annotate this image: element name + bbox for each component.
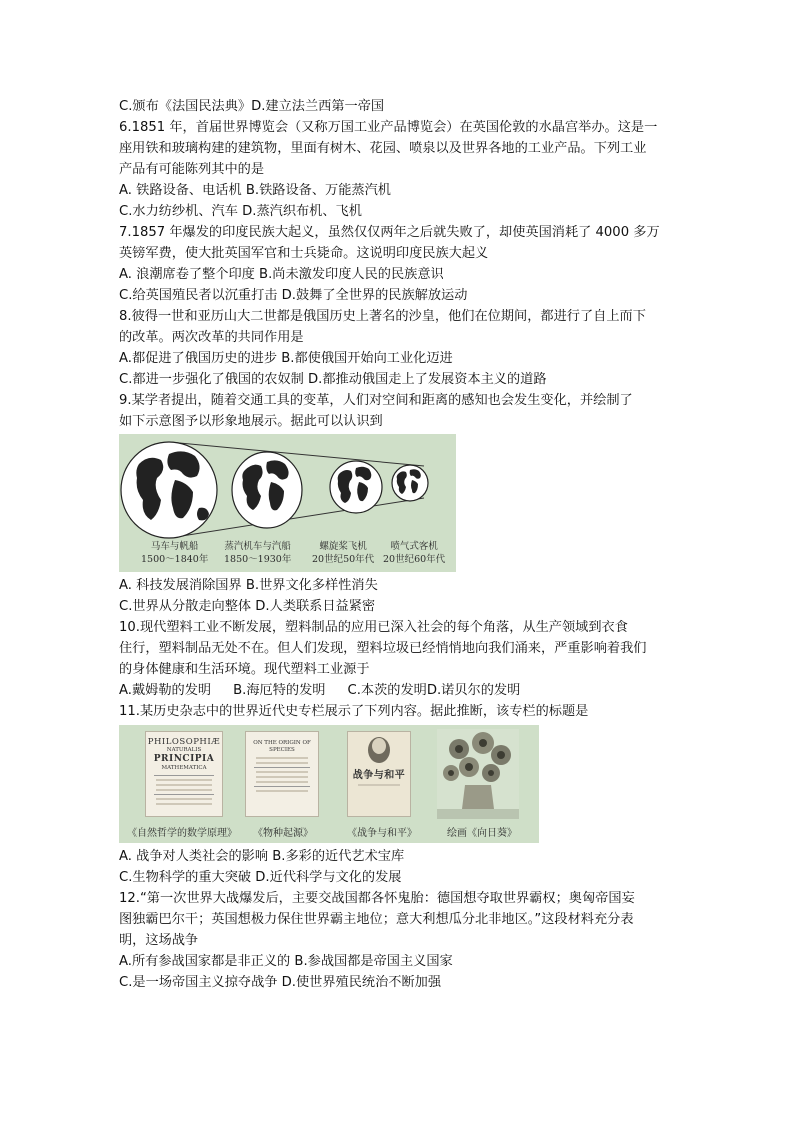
- text-line: C.生物科学的重大突破 D.近代科学与文化的发展: [119, 870, 402, 885]
- caption-jet: [383, 540, 445, 566]
- text-line: 8.彼得一世和亚历山大二世都是俄国历史上著名的沙皇，他们在位期间，都进行了自上而下: [119, 309, 646, 324]
- questions-9-to-11: [119, 575, 679, 722]
- text-line: C.水力纺纱机、汽车 D.蒸汽织布机、飞机: [119, 204, 362, 219]
- globe-icon: [232, 452, 302, 528]
- caption-years: 1850～1930年: [224, 554, 292, 565]
- caption-principia: 《自然哲学的数学原理》: [127, 828, 237, 839]
- caption-label: 蒸汽机车与汽船: [224, 541, 291, 552]
- portrait-icon: [348, 732, 410, 766]
- text-line: A.都促进了俄国历史的进步 B.都使俄国开始向工业化迈进: [119, 351, 453, 366]
- caption-label: 喷气式客机: [390, 541, 438, 552]
- text-line: 7.1857 年爆发的印度民族大起义，虽然仅仅两年之后就失败了，却使英国消耗了 4000 多万: [119, 225, 660, 240]
- text-line: C.颁布《法国民法典》D.建立法兰西第一帝国: [119, 99, 385, 114]
- caption-propeller: [312, 540, 374, 566]
- caption-war-and-peace: 《战争与和平》: [347, 828, 417, 839]
- works-figure: [119, 725, 539, 843]
- text-line: 的身体健康和生活环境。现代塑料工业源于: [119, 662, 370, 677]
- questions-5-to-9: [119, 96, 679, 432]
- globe-icon: [392, 465, 428, 501]
- caption-years: 20世纪60年代: [383, 554, 446, 565]
- text-line: C.是一场帝国主义掠夺战争 D.使世界殖民统治不断加强: [119, 975, 442, 990]
- text-line: 产品有可能陈列其中的是: [119, 162, 265, 177]
- caption-steam: [224, 540, 291, 566]
- book-title: PRINCIPIA: [153, 754, 215, 764]
- principia-cover: [145, 731, 223, 817]
- text-line: 如下示意图予以形象地展示。据此可以认识到: [119, 414, 383, 429]
- option-b: B.海厄特的发明: [233, 683, 326, 698]
- text-line: 10.现代塑料工业不断发展，塑料制品的应用已深入社会的每个角落，从生产领域到衣食: [119, 620, 628, 635]
- caption-origin: 《物种起源》: [253, 828, 313, 839]
- text-line: 住行，塑料制品无处不在。但人们发现，塑料垃圾已经悄悄地向我们涌来，严重影响着我们: [119, 641, 647, 656]
- option-a: A.戴姆勒的发明: [119, 683, 212, 698]
- caption-sunflowers: 绘画《向日葵》: [447, 828, 517, 839]
- option-d: D.诺贝尔的发明: [426, 683, 521, 698]
- text-line: 英镑军费，使大批英国军官和士兵毙命。这说明印度民族大起义: [119, 246, 489, 261]
- text-line: A.所有参战国家都是非正义的 B.参战国都是帝国主义国家: [119, 954, 453, 969]
- book-title: ON THE ORIGIN OF SPECIES: [253, 740, 311, 753]
- text-line: A. 科技发展消除国界 B.世界文化多样性消失: [119, 578, 378, 593]
- globe-icon: [121, 442, 217, 538]
- text-line: 11.某历史杂志中的世界近代史专栏展示了下列内容。据此推断，该专栏的标题是: [119, 704, 589, 719]
- sunflower-icon: [437, 729, 519, 819]
- book-title: NATURALIS: [166, 747, 202, 753]
- text-line: C.世界从分散走向整体 D.人类联系日益紧密: [119, 599, 376, 614]
- text-line: 6.1851 年，首届世界博览会（又称万国工业产品博览会）在英国伦敦的水晶宫举办。这是一: [119, 120, 658, 135]
- text-line: 9.某学者提出，随着交通工具的变革，人们对空间和距离的感知也会发生变化，并绘制了: [119, 393, 633, 408]
- q10-options: [119, 680, 679, 701]
- text-line: A. 浪潮席卷了整个印度 B.尚未激发印度人民的民族意识: [119, 267, 444, 282]
- book-title: PHILOSOPHIÆ: [147, 737, 221, 747]
- text-line: C.都进一步强化了俄国的农奴制 D.都推动俄国走上了发展资本主义的道路: [119, 372, 547, 387]
- caption-years: 1500～1840年: [141, 554, 209, 565]
- text-line: 的改革。两次改革的共同作用是: [119, 330, 304, 345]
- text-line: 明，这场战争: [119, 933, 199, 948]
- exam-page: [119, 96, 679, 993]
- text-line: 12.“第一次世界大战爆发后，主要交战国都各怀鬼胎：德国想夺取世界霸权；奥匈帝国妄: [119, 891, 635, 906]
- sunflowers-painting: [437, 729, 519, 819]
- caption-label: 螺旋桨飞机: [319, 541, 367, 552]
- caption-label: 马车与帆船: [150, 541, 199, 552]
- text-line: A. 战争对人类社会的影响 B.多彩的近代艺术宝库: [119, 849, 405, 864]
- book-title: 战争与和平: [352, 770, 406, 781]
- questions-11-to-12: [119, 846, 679, 993]
- globe-icon: [330, 461, 382, 513]
- book-title: MATHEMATICA: [161, 765, 207, 771]
- text-line: C.给英国殖民者以沉重打击 D.鼓舞了全世界的民族解放运动: [119, 288, 468, 303]
- text-line: 图独霸巴尔干；英国想极力保住世界霸主地位；意大利想瓜分北非地区。”这段材料充分表: [119, 912, 634, 927]
- text-line: A. 铁路设备、电话机 B.铁路设备、万能蒸汽机: [119, 183, 391, 198]
- war-and-peace-cover: [347, 731, 411, 817]
- caption-carriage: [141, 540, 208, 566]
- globe-transport-figure: [119, 434, 456, 572]
- caption-years: 20世纪50年代: [312, 554, 375, 565]
- text-line: 座用铁和玻璃构建的建筑物，里面有树木、花园、喷泉以及世界各地的工业产品。下列工业: [119, 141, 647, 156]
- option-c: C.本茨的发明: [347, 683, 427, 698]
- origin-of-species-cover: [245, 731, 319, 817]
